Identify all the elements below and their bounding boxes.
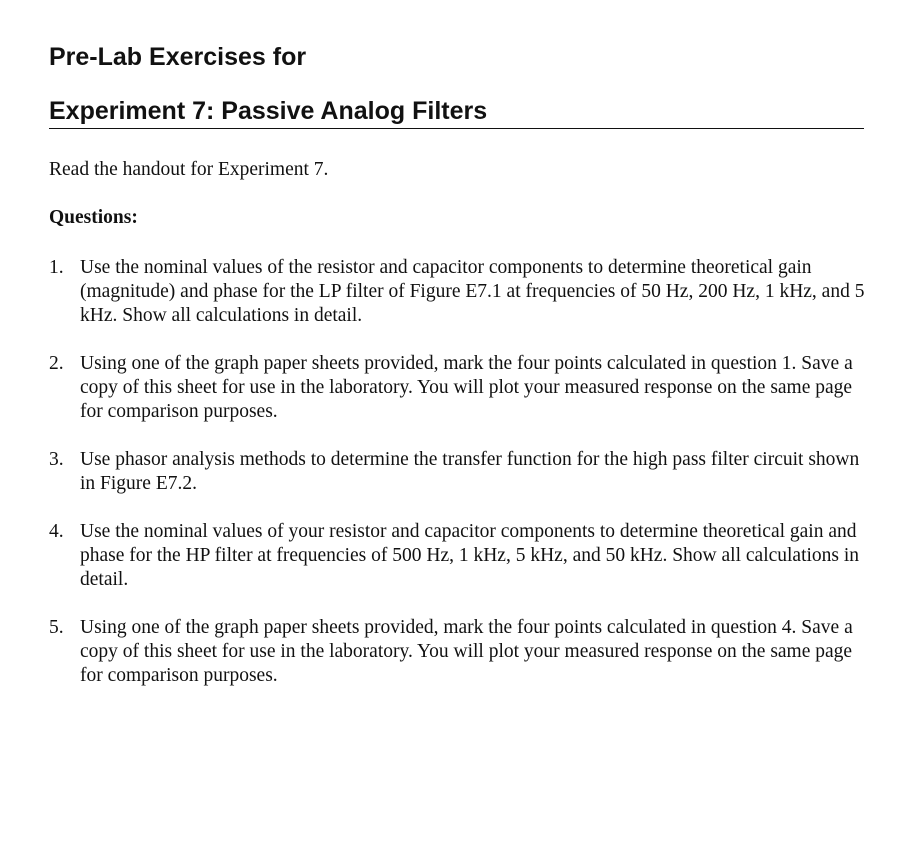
- questions-list: [49, 256, 869, 712]
- question-item-4: [49, 520, 869, 592]
- question-number: 3.: [49, 449, 64, 470]
- questions-heading: Questions:: [49, 207, 138, 228]
- question-item-1: [49, 256, 869, 328]
- question-text: Using one of the graph paper sheets provided, mark the four points calculated in question 4. Save a copy of this sheet for use in the laboratory. You will plot your measured response on the same page for comparison purposes.: [80, 617, 853, 686]
- document-title-line-1: Pre-Lab Exercises for: [49, 43, 307, 71]
- question-item-5: [49, 616, 869, 688]
- question-text: Use the nominal values of the resistor and capacitor components to determine theoretical gain (magnitude) and phase for the LP filter of Figure E7.1 at frequencies of 50 Hz, 200 Hz, 1 kHz, and 5 kHz. Show all calculations in detail.: [80, 257, 865, 326]
- question-text: Use the nominal values of your resistor and capacitor components to determine theoretical gain and phase for the HP filter at frequencies of 500 Hz, 1 kHz, 5 kHz, and 50 kHz. Show all calculations in detail.: [80, 521, 860, 590]
- intro-text: Read the handout for Experiment 7.: [49, 159, 329, 180]
- question-text: Use phasor analysis methods to determine the transfer function for the high pass filter circuit shown in Figure E7.2.: [80, 449, 860, 494]
- question-number: 5.: [49, 617, 64, 638]
- question-item-2: [49, 352, 869, 424]
- title-underline-divider: [49, 128, 864, 129]
- question-number: 1.: [49, 257, 64, 278]
- question-item-3: [49, 448, 869, 496]
- document-title-line-2: Experiment 7: Passive Analog Filters: [49, 97, 488, 125]
- question-text: Using one of the graph paper sheets provided, mark the four points calculated in question 1. Save a copy of this sheet for use in the laboratory. You will plot your measured response on the same page for comparison purposes.: [80, 353, 853, 422]
- question-number: 4.: [49, 521, 64, 542]
- question-number: 2.: [49, 353, 64, 374]
